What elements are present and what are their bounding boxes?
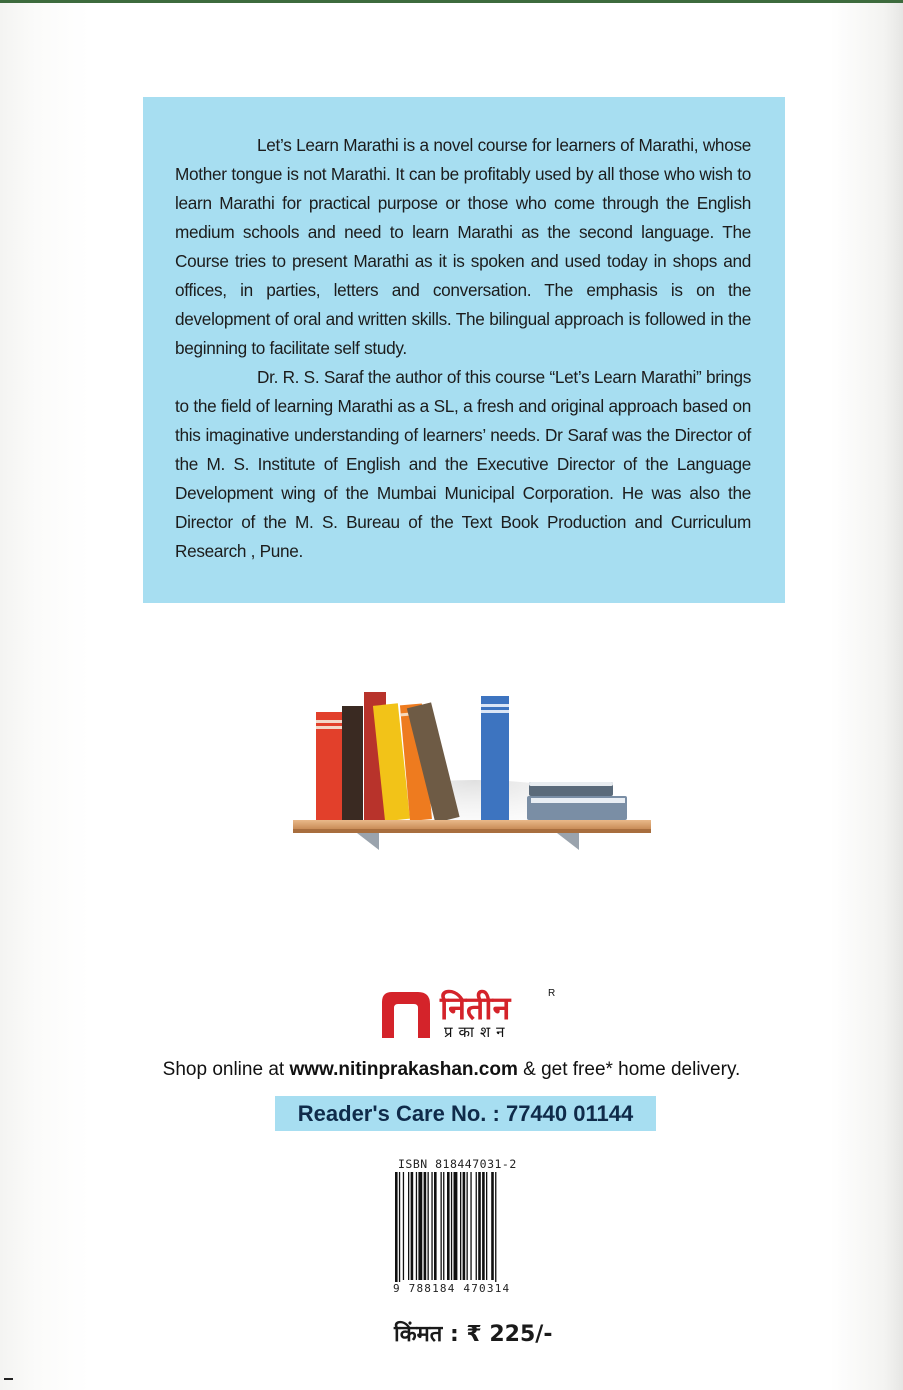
blurb-paragraph-2: Dr. R. S. Saraf the author of this course “Let’s Learn Marathi” brings to the field of learning Marathi as a SL, a fresh and original approach based on this imaginative understanding of learners’ needs. Dr Saraf was the Director of the M. S. Institute of English and the Executive Director of the Language Development wing of the Mumbai Municipal Corporation. He was also the Director of the M. S. Bureau of the Text Book Production and Curriculum Research , Pune.	[175, 367, 751, 561]
barcode-icon	[393, 1172, 535, 1290]
registered-mark: R	[548, 988, 556, 999]
shop-url: www.nitinprakashan.com	[289, 1059, 518, 1080]
barcode-number: 9 788184 470314	[393, 1282, 511, 1295]
readers-care-number: Reader's Care No. : 77440 01144	[297, 1101, 634, 1126]
edge-mark	[4, 1378, 13, 1380]
top-edge-strip	[0, 0, 903, 3]
shop-online-line	[0, 1059, 903, 1081]
readers-care-box	[275, 1096, 656, 1131]
blurb-text	[175, 131, 751, 566]
isbn-label: ISBN 818447031-2	[398, 1157, 517, 1171]
blurb-paragraph-1: Let’s Learn Marathi is a novel course for learners of Marathi, whose Mother tongue is not Marathi. It can be profitably used by all those who wish to learn Marathi for practical purpose or those who come through the English medium schools and need to learn Marathi as the second language. The Course tries to present Marathi as it is spoken and used today in shops and offices, in parties, letters and conversation. The emphasis is on the development of oral and written skills. The bilingual approach is followed in the beginning to facilitate self study.	[175, 135, 751, 358]
shop-suffix: & get free* home delivery.	[517, 1059, 741, 1080]
price: किंमत : ₹ 225/-	[394, 1322, 553, 1347]
publisher-logo-mark-icon	[378, 988, 434, 1040]
publisher-name: नितीन	[440, 989, 511, 1027]
shop-prefix: Shop online at	[162, 1059, 290, 1080]
bookshelf-illustration	[285, 680, 665, 900]
publisher-logo	[378, 988, 558, 1048]
publisher-subtitle: प्रकाशन	[444, 1023, 511, 1041]
